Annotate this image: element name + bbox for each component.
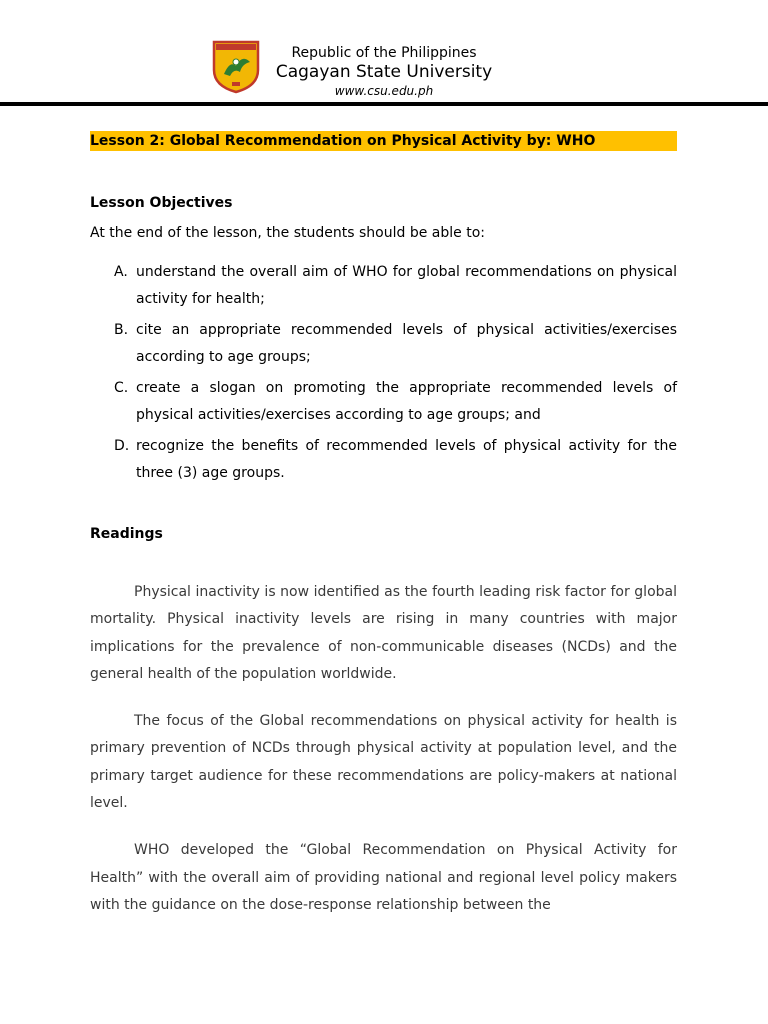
republic-label: Republic of the Philippines: [291, 45, 477, 61]
objective-item: [90, 259, 677, 313]
header-text-block: [268, 44, 500, 99]
objective-marker: B.: [114, 322, 129, 338]
objective-marker: C.: [114, 380, 129, 396]
reading-paragraph: WHO developed the “Global Recommendation on Physical Activity for Health” with the overall aim of providing national and regional level policy makers with the guidance on the dose-response relationship between the: [90, 842, 677, 913]
objective-text: cite an appropriate recommended levels of physical activities/exercises according to age groups;: [136, 322, 677, 365]
header-divider: [0, 102, 768, 106]
reading-paragraph: Physical inactivity is now identified as the fourth leading risk factor for global mortality. Physical inactivity levels are rising in many countries with major implications for the prevalence of non-communicable diseases (NCDs) and the general health of the population worldwide.: [90, 584, 677, 682]
document-header: [0, 0, 768, 108]
university-name: Cagayan State University: [275, 62, 493, 82]
objective-marker: D.: [114, 438, 130, 454]
website-link[interactable]: www.csu.edu.ph: [334, 84, 434, 98]
objective-text: create a slogan on promoting the appropriate recommended levels of physical activities/exercises according to age groups; and: [136, 380, 677, 423]
objective-item: [90, 317, 677, 371]
objective-item: [90, 375, 677, 429]
objectives-list: [90, 259, 677, 487]
objective-text: understand the overall aim of WHO for global recommendations on physical activity for health;: [136, 264, 677, 307]
objective-text: recognize the benefits of recommended levels of physical activity for the three (3) age groups.: [136, 438, 677, 481]
objectives-heading: Lesson Objectives: [90, 195, 233, 211]
university-seal-icon: [212, 40, 260, 94]
readings-heading: Readings: [90, 526, 163, 542]
reading-paragraph: The focus of the Global recommendations on physical activity for health is primary prevention of NCDs through physical activity at population level, and the primary target audience for these recommendations are policy-makers at national level.: [90, 713, 677, 812]
objective-marker: A.: [114, 264, 128, 280]
objectives-intro: At the end of the lesson, the students should be able to:: [90, 225, 485, 241]
lesson-title: Lesson 2: Global Recommendation on Physical Activity by: WHO: [90, 131, 677, 151]
document-body: [90, 131, 677, 919]
objective-item: [90, 433, 677, 487]
